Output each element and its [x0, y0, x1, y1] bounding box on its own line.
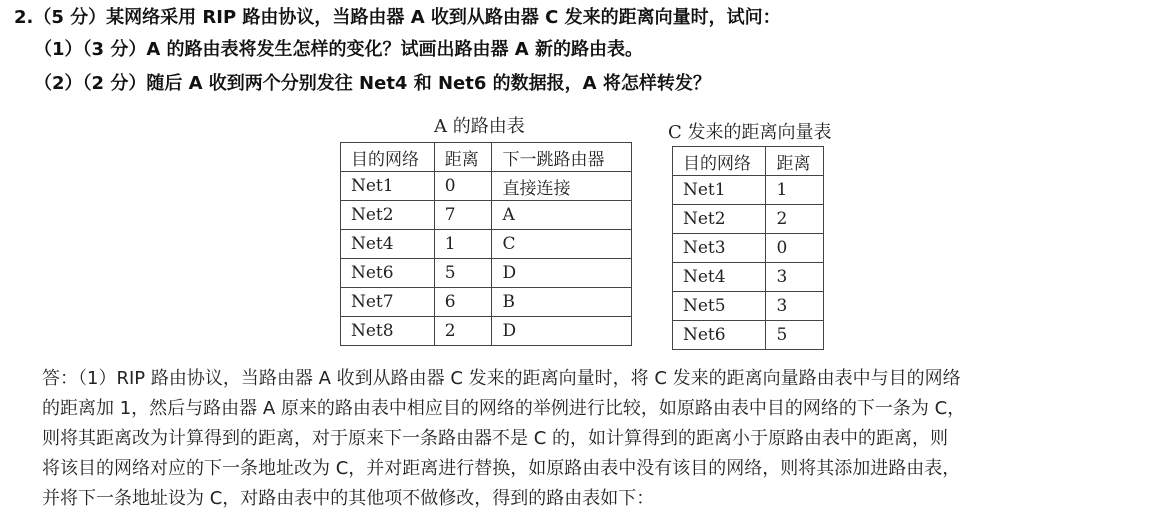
cell-next-hop: D — [492, 317, 632, 346]
header-distance: 距离 — [766, 147, 824, 176]
cell-destination: Net1 — [341, 172, 435, 201]
header-destination: 目的网络 — [673, 147, 766, 176]
answer-line: 则将其距离改为计算得到的距离，对于原来下一条路由器不是 C 的，如计算得到的距离小于原路由表中的距离，则 — [42, 428, 949, 449]
answer-line: 答：（1）RIP 路由协议，当路由器 A 收到从路由器 C 发来的距离向量时，将 C 发来的距离向量路由表中与目的网络 — [42, 368, 961, 389]
distance-vector-table-c — [672, 146, 824, 350]
table-row — [341, 230, 632, 259]
question-line-1: 2.（5 分）某网络采用 RIP 路由协议，当路由器 A 收到从路由器 C 发来的距离向量时，试问： — [14, 7, 781, 28]
table-header-row — [341, 143, 632, 172]
table-row — [673, 234, 824, 263]
cell-distance: 5 — [434, 259, 492, 288]
cell-next-hop: D — [492, 259, 632, 288]
cell-destination: Net2 — [673, 205, 766, 234]
cell-distance: 1 — [766, 176, 824, 205]
table-row — [341, 172, 632, 201]
cell-distance: 3 — [766, 292, 824, 321]
cell-distance: 0 — [766, 234, 824, 263]
table-row — [673, 205, 824, 234]
table-row — [341, 201, 632, 230]
answer-paragraph — [42, 364, 1142, 514]
table-row — [673, 292, 824, 321]
cell-distance: 5 — [766, 321, 824, 350]
answer-line: 将该目的网络对应的下一条地址改为 C，并对距离进行替换，如原路由表中没有该目的网络，则将其添加进路由表， — [42, 458, 961, 479]
table-c-caption: C 发来的距离向量表 — [668, 122, 832, 143]
cell-destination: Net6 — [341, 259, 435, 288]
table-row — [341, 288, 632, 317]
cell-next-hop: B — [492, 288, 632, 317]
table-row — [673, 321, 824, 350]
routing-table-a — [340, 142, 632, 346]
cell-next-hop: 直接连接 — [492, 172, 632, 201]
cell-next-hop: C — [492, 230, 632, 259]
cell-destination: Net4 — [341, 230, 435, 259]
cell-destination: Net1 — [673, 176, 766, 205]
cell-destination: Net5 — [673, 292, 766, 321]
cell-destination: Net4 — [673, 263, 766, 292]
cell-destination: Net8 — [341, 317, 435, 346]
cell-distance: 2 — [434, 317, 492, 346]
header-destination: 目的网络 — [341, 143, 435, 172]
header-next-hop: 下一跳路由器 — [492, 143, 632, 172]
header-distance: 距离 — [434, 143, 492, 172]
table-header-row — [673, 147, 824, 176]
cell-next-hop: A — [492, 201, 632, 230]
table-a-caption: A 的路由表 — [434, 116, 525, 137]
cell-distance: 7 — [434, 201, 492, 230]
cell-destination: Net2 — [341, 201, 435, 230]
question-line-2: （1）（3 分）A 的路由表将发生怎样的变化？试画出路由器 A 新的路由表。 — [34, 39, 643, 60]
cell-distance: 2 — [766, 205, 824, 234]
answer-line: 并将下一条地址设为 C，对路由表中的其他项不做修改，得到的路由表如下： — [42, 488, 655, 509]
cell-distance: 6 — [434, 288, 492, 317]
question-line-3: （2）（2 分）随后 A 收到两个分别发往 Net4 和 Net6 的数据报，A 将怎样转发？ — [34, 73, 711, 94]
answer-line: 的距离加 1，然后与路由器 A 原来的路由表中相应目的网络的举例进行比较，如原路由表中目的网络的下一条为 C， — [42, 398, 966, 419]
cell-destination: Net6 — [673, 321, 766, 350]
cell-distance: 0 — [434, 172, 492, 201]
cell-destination: Net7 — [341, 288, 435, 317]
table-row — [673, 176, 824, 205]
table-row — [673, 263, 824, 292]
cell-distance: 1 — [434, 230, 492, 259]
cell-destination: Net3 — [673, 234, 766, 263]
table-row — [341, 259, 632, 288]
cell-distance: 3 — [766, 263, 824, 292]
table-row — [341, 317, 632, 346]
